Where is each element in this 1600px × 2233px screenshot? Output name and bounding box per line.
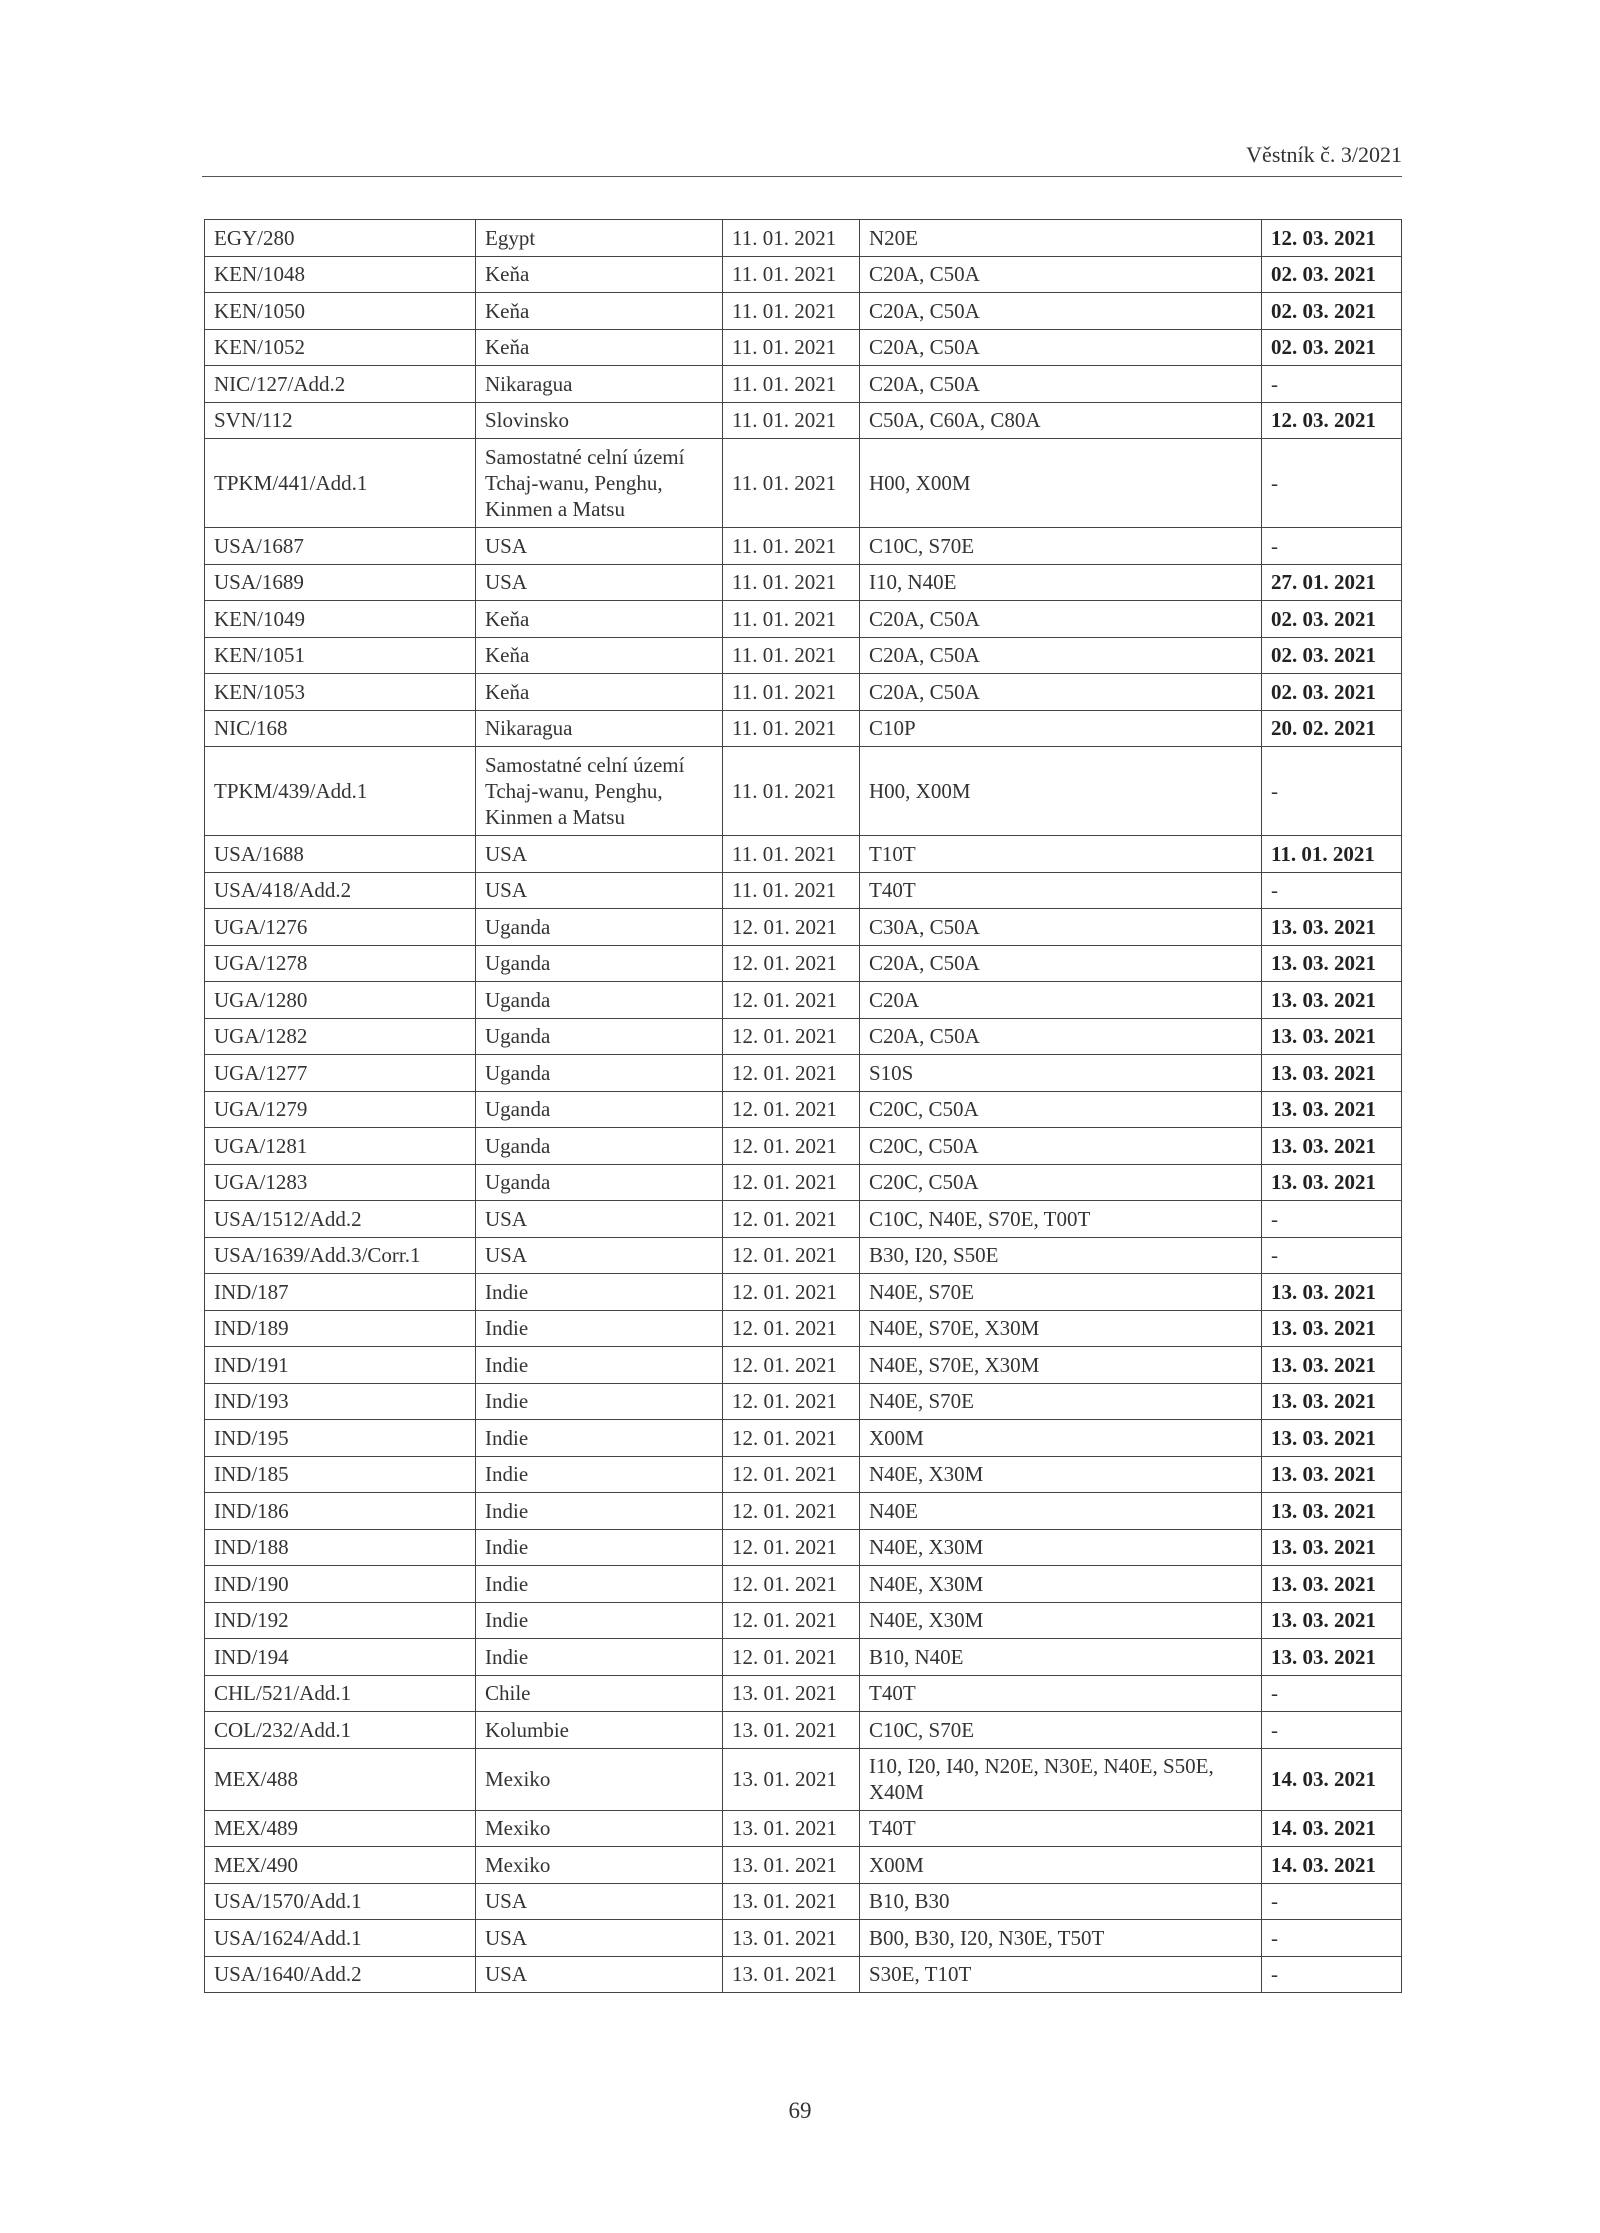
country-cell: Uganda <box>476 1091 723 1128</box>
ics-codes-cell: C20A, C50A <box>860 637 1262 674</box>
notification-date-cell: 12. 01. 2021 <box>723 1347 860 1384</box>
table-row <box>205 1237 1402 1274</box>
country-cell: Uganda <box>476 1128 723 1165</box>
deadline-cell: 13. 03. 2021 <box>1262 1018 1402 1055</box>
document-code-cell: USA/1689 <box>205 564 476 601</box>
deadline-cell: 13. 03. 2021 <box>1262 1091 1402 1128</box>
document-code-cell: IND/190 <box>205 1566 476 1603</box>
deadline-cell: - <box>1262 528 1402 565</box>
table-row <box>205 674 1402 711</box>
ics-codes-cell: T40T <box>860 1675 1262 1712</box>
notification-date-cell: 11. 01. 2021 <box>723 402 860 439</box>
deadline-cell: 13. 03. 2021 <box>1262 1420 1402 1457</box>
ics-codes-cell: C20A, C50A <box>860 366 1262 403</box>
table-row <box>205 637 1402 674</box>
deadline-cell: 13. 03. 2021 <box>1262 1493 1402 1530</box>
document-code-cell: KEN/1052 <box>205 329 476 366</box>
notification-date-cell: 13. 01. 2021 <box>723 1920 860 1957</box>
document-code-cell: USA/1640/Add.2 <box>205 1956 476 1993</box>
document-code-cell: MEX/490 <box>205 1847 476 1884</box>
notification-date-cell: 11. 01. 2021 <box>723 637 860 674</box>
notification-date-cell: 12. 01. 2021 <box>723 1529 860 1566</box>
country-cell: Keňa <box>476 637 723 674</box>
country-cell: Keňa <box>476 674 723 711</box>
notification-date-cell: 12. 01. 2021 <box>723 1639 860 1676</box>
country-cell: USA <box>476 1956 723 1993</box>
table-row <box>205 1675 1402 1712</box>
country-cell: Egypt <box>476 220 723 257</box>
notification-date-cell: 13. 01. 2021 <box>723 1956 860 1993</box>
table-row <box>205 836 1402 873</box>
table-row <box>205 220 1402 257</box>
ics-codes-cell: I10, I20, I40, N20E, N30E, N40E, S50E, X40M <box>860 1748 1262 1810</box>
document-code-cell: USA/1687 <box>205 528 476 565</box>
deadline-cell: - <box>1262 366 1402 403</box>
notification-date-cell: 12. 01. 2021 <box>723 1091 860 1128</box>
deadline-cell: 13. 03. 2021 <box>1262 1456 1402 1493</box>
ics-codes-cell: C10C, S70E <box>860 1712 1262 1749</box>
notification-date-cell: 11. 01. 2021 <box>723 366 860 403</box>
table-row <box>205 872 1402 909</box>
ics-codes-cell: C20A, C50A <box>860 293 1262 330</box>
deadline-cell: - <box>1262 1712 1402 1749</box>
table-row <box>205 1456 1402 1493</box>
table-row <box>205 1493 1402 1530</box>
document-code-cell: USA/1624/Add.1 <box>205 1920 476 1957</box>
ics-codes-cell: T40T <box>860 1810 1262 1847</box>
table-row <box>205 1018 1402 1055</box>
ics-codes-cell: B30, I20, S50E <box>860 1237 1262 1274</box>
country-cell: Indie <box>476 1274 723 1311</box>
deadline-cell: 14. 03. 2021 <box>1262 1748 1402 1810</box>
country-cell: Samostatné celní území Tchaj-wanu, Penghu, Kinmen a Matsu <box>476 747 723 836</box>
document-code-cell: UGA/1278 <box>205 945 476 982</box>
document-code-cell: MEX/489 <box>205 1810 476 1847</box>
table-row <box>205 1383 1402 1420</box>
notification-date-cell: 13. 01. 2021 <box>723 1675 860 1712</box>
ics-codes-cell: X00M <box>860 1420 1262 1457</box>
table-row <box>205 1810 1402 1847</box>
deadline-cell: 13. 03. 2021 <box>1262 1566 1402 1603</box>
deadline-cell: 13. 03. 2021 <box>1262 945 1402 982</box>
document-code-cell: UGA/1283 <box>205 1164 476 1201</box>
table-row <box>205 1748 1402 1810</box>
deadline-cell: 13. 03. 2021 <box>1262 1639 1402 1676</box>
country-cell: Nikaragua <box>476 710 723 747</box>
document-code-cell: USA/1688 <box>205 836 476 873</box>
document-code-cell: USA/1512/Add.2 <box>205 1201 476 1238</box>
table-row <box>205 1883 1402 1920</box>
notification-date-cell: 12. 01. 2021 <box>723 1201 860 1238</box>
table-row <box>205 1201 1402 1238</box>
notification-date-cell: 11. 01. 2021 <box>723 564 860 601</box>
table-row <box>205 366 1402 403</box>
country-cell: Indie <box>476 1456 723 1493</box>
country-cell: Uganda <box>476 909 723 946</box>
deadline-cell: - <box>1262 872 1402 909</box>
table-row <box>205 1274 1402 1311</box>
ics-codes-cell: N40E, X30M <box>860 1602 1262 1639</box>
notification-date-cell: 12. 01. 2021 <box>723 1055 860 1092</box>
country-cell: Indie <box>476 1529 723 1566</box>
deadline-cell: 02. 03. 2021 <box>1262 329 1402 366</box>
deadline-cell: - <box>1262 1956 1402 1993</box>
notification-date-cell: 12. 01. 2021 <box>723 1493 860 1530</box>
table-row <box>205 982 1402 1019</box>
country-cell: Indie <box>476 1566 723 1603</box>
deadline-cell: 13. 03. 2021 <box>1262 1055 1402 1092</box>
deadline-cell: 12. 03. 2021 <box>1262 402 1402 439</box>
deadline-cell: 02. 03. 2021 <box>1262 601 1402 638</box>
notification-date-cell: 11. 01. 2021 <box>723 439 860 528</box>
bulletin-title: Věstník č. 3/2021 <box>1246 142 1402 167</box>
country-cell: Uganda <box>476 1164 723 1201</box>
ics-codes-cell: B10, B30 <box>860 1883 1262 1920</box>
document-code-cell: EGY/280 <box>205 220 476 257</box>
deadline-cell: 13. 03. 2021 <box>1262 982 1402 1019</box>
table-row <box>205 1164 1402 1201</box>
ics-codes-cell: C20A, C50A <box>860 674 1262 711</box>
document-code-cell: UGA/1276 <box>205 909 476 946</box>
ics-codes-cell: C20A, C50A <box>860 945 1262 982</box>
deadline-cell: 02. 03. 2021 <box>1262 674 1402 711</box>
notification-date-cell: 13. 01. 2021 <box>723 1883 860 1920</box>
ics-codes-cell: N40E, X30M <box>860 1566 1262 1603</box>
notification-date-cell: 12. 01. 2021 <box>723 1383 860 1420</box>
country-cell: Uganda <box>476 982 723 1019</box>
table-row <box>205 402 1402 439</box>
deadline-cell: 13. 03. 2021 <box>1262 1128 1402 1165</box>
table-row <box>205 1055 1402 1092</box>
table-body <box>205 220 1402 1993</box>
deadline-cell: - <box>1262 1237 1402 1274</box>
country-cell: USA <box>476 872 723 909</box>
country-cell: Samostatné celní území Tchaj-wanu, Penghu, Kinmen a Matsu <box>476 439 723 528</box>
country-cell: Keňa <box>476 329 723 366</box>
country-cell: Uganda <box>476 1018 723 1055</box>
document-code-cell: IND/189 <box>205 1310 476 1347</box>
document-code-cell: IND/192 <box>205 1602 476 1639</box>
deadline-cell: 27. 01. 2021 <box>1262 564 1402 601</box>
ics-codes-cell: N40E, S70E, X30M <box>860 1310 1262 1347</box>
table-row <box>205 1566 1402 1603</box>
deadline-cell: 13. 03. 2021 <box>1262 1383 1402 1420</box>
table-row <box>205 1091 1402 1128</box>
table-row <box>205 909 1402 946</box>
notification-date-cell: 11. 01. 2021 <box>723 747 860 836</box>
document-code-cell: TPKM/441/Add.1 <box>205 439 476 528</box>
country-cell: Indie <box>476 1383 723 1420</box>
country-cell: Keňa <box>476 293 723 330</box>
country-cell: Kolumbie <box>476 1712 723 1749</box>
country-cell: Indie <box>476 1639 723 1676</box>
notification-date-cell: 12. 01. 2021 <box>723 1128 860 1165</box>
country-cell: Keňa <box>476 256 723 293</box>
document-code-cell: SVN/112 <box>205 402 476 439</box>
notification-date-cell: 11. 01. 2021 <box>723 293 860 330</box>
ics-codes-cell: C20C, C50A <box>860 1091 1262 1128</box>
ics-codes-cell: B10, N40E <box>860 1639 1262 1676</box>
document-code-cell: USA/1639/Add.3/Corr.1 <box>205 1237 476 1274</box>
document-code-cell: IND/188 <box>205 1529 476 1566</box>
country-cell: Mexiko <box>476 1748 723 1810</box>
deadline-cell: 13. 03. 2021 <box>1262 909 1402 946</box>
table-row <box>205 329 1402 366</box>
country-cell: Indie <box>476 1493 723 1530</box>
ics-codes-cell: C20A, C50A <box>860 601 1262 638</box>
deadline-cell: - <box>1262 1201 1402 1238</box>
table-row <box>205 1847 1402 1884</box>
document-code-cell: COL/232/Add.1 <box>205 1712 476 1749</box>
ics-codes-cell: C20C, C50A <box>860 1164 1262 1201</box>
document-code-cell: KEN/1051 <box>205 637 476 674</box>
country-cell: USA <box>476 528 723 565</box>
ics-codes-cell: S10S <box>860 1055 1262 1092</box>
deadline-cell: - <box>1262 1883 1402 1920</box>
country-cell: Nikaragua <box>476 366 723 403</box>
notification-date-cell: 12. 01. 2021 <box>723 1164 860 1201</box>
country-cell: Mexiko <box>476 1810 723 1847</box>
notification-date-cell: 11. 01. 2021 <box>723 601 860 638</box>
table-row <box>205 945 1402 982</box>
page-header <box>202 140 1402 177</box>
deadline-cell: - <box>1262 1675 1402 1712</box>
notification-date-cell: 11. 01. 2021 <box>723 674 860 711</box>
table-row <box>205 710 1402 747</box>
ics-codes-cell: N40E, X30M <box>860 1456 1262 1493</box>
ics-codes-cell: C20C, C50A <box>860 1128 1262 1165</box>
ics-codes-cell: H00, X00M <box>860 439 1262 528</box>
notification-date-cell: 12. 01. 2021 <box>723 909 860 946</box>
country-cell: USA <box>476 1883 723 1920</box>
deadline-cell: 13. 03. 2021 <box>1262 1347 1402 1384</box>
deadline-cell: 02. 03. 2021 <box>1262 637 1402 674</box>
deadline-cell: 14. 03. 2021 <box>1262 1847 1402 1884</box>
ics-codes-cell: N40E, X30M <box>860 1529 1262 1566</box>
document-code-cell: NIC/127/Add.2 <box>205 366 476 403</box>
country-cell: Indie <box>476 1420 723 1457</box>
ics-codes-cell: C20A, C50A <box>860 329 1262 366</box>
ics-codes-cell: N40E, S70E <box>860 1274 1262 1311</box>
table-row <box>205 747 1402 836</box>
deadline-cell: 20. 02. 2021 <box>1262 710 1402 747</box>
notification-date-cell: 11. 01. 2021 <box>723 710 860 747</box>
document-code-cell: USA/418/Add.2 <box>205 872 476 909</box>
document-code-cell: NIC/168 <box>205 710 476 747</box>
deadline-cell: 13. 03. 2021 <box>1262 1529 1402 1566</box>
notification-date-cell: 12. 01. 2021 <box>723 945 860 982</box>
notification-date-cell: 12. 01. 2021 <box>723 1018 860 1055</box>
notification-date-cell: 11. 01. 2021 <box>723 836 860 873</box>
country-cell: USA <box>476 1237 723 1274</box>
deadline-cell: - <box>1262 747 1402 836</box>
document-code-cell: KEN/1050 <box>205 293 476 330</box>
country-cell: USA <box>476 564 723 601</box>
ics-codes-cell: T40T <box>860 872 1262 909</box>
ics-codes-cell: N40E, S70E <box>860 1383 1262 1420</box>
document-code-cell: KEN/1048 <box>205 256 476 293</box>
document-code-cell: IND/194 <box>205 1639 476 1676</box>
document-code-cell: IND/185 <box>205 1456 476 1493</box>
table-row <box>205 1712 1402 1749</box>
deadline-cell: 02. 03. 2021 <box>1262 293 1402 330</box>
document-code-cell: IND/191 <box>205 1347 476 1384</box>
country-cell: Uganda <box>476 945 723 982</box>
ics-codes-cell: C10P <box>860 710 1262 747</box>
document-code-cell: UGA/1279 <box>205 1091 476 1128</box>
notification-date-cell: 11. 01. 2021 <box>723 528 860 565</box>
country-cell: Keňa <box>476 601 723 638</box>
document-code-cell: IND/195 <box>205 1420 476 1457</box>
notification-date-cell: 13. 01. 2021 <box>723 1810 860 1847</box>
notification-date-cell: 12. 01. 2021 <box>723 1237 860 1274</box>
document-code-cell: KEN/1053 <box>205 674 476 711</box>
country-cell: Indie <box>476 1310 723 1347</box>
country-cell: Indie <box>476 1347 723 1384</box>
country-cell: Mexiko <box>476 1847 723 1884</box>
document-code-cell: USA/1570/Add.1 <box>205 1883 476 1920</box>
document-code-cell: TPKM/439/Add.1 <box>205 747 476 836</box>
notification-date-cell: 11. 01. 2021 <box>723 329 860 366</box>
deadline-cell: 13. 03. 2021 <box>1262 1602 1402 1639</box>
table-row <box>205 1920 1402 1957</box>
notification-date-cell: 12. 01. 2021 <box>723 1420 860 1457</box>
table-row <box>205 1529 1402 1566</box>
country-cell: Uganda <box>476 1055 723 1092</box>
ics-codes-cell: S30E, T10T <box>860 1956 1262 1993</box>
notification-date-cell: 12. 01. 2021 <box>723 1602 860 1639</box>
ics-codes-cell: T10T <box>860 836 1262 873</box>
page-number: 69 <box>788 2098 812 2123</box>
deadline-cell: 11. 01. 2021 <box>1262 836 1402 873</box>
document-code-cell: UGA/1277 <box>205 1055 476 1092</box>
notification-date-cell: 12. 01. 2021 <box>723 982 860 1019</box>
table-row <box>205 1310 1402 1347</box>
table-row <box>205 1347 1402 1384</box>
notification-date-cell: 13. 01. 2021 <box>723 1748 860 1810</box>
document-code-cell: MEX/488 <box>205 1748 476 1810</box>
ics-codes-cell: X00M <box>860 1847 1262 1884</box>
ics-codes-cell: C20A <box>860 982 1262 1019</box>
deadline-cell: 13. 03. 2021 <box>1262 1310 1402 1347</box>
ics-codes-cell: C10C, N40E, S70E, T00T <box>860 1201 1262 1238</box>
table-row <box>205 1956 1402 1993</box>
country-cell: Slovinsko <box>476 402 723 439</box>
notification-date-cell: 12. 01. 2021 <box>723 1456 860 1493</box>
notification-date-cell: 11. 01. 2021 <box>723 256 860 293</box>
table-row <box>205 1420 1402 1457</box>
ics-codes-cell: I10, N40E <box>860 564 1262 601</box>
table-row <box>205 564 1402 601</box>
document-code-cell: UGA/1280 <box>205 982 476 1019</box>
ics-codes-cell: C20A, C50A <box>860 256 1262 293</box>
notification-date-cell: 13. 01. 2021 <box>723 1847 860 1884</box>
ics-codes-cell: B00, B30, I20, N30E, T50T <box>860 1920 1262 1957</box>
deadline-cell: 13. 03. 2021 <box>1262 1164 1402 1201</box>
country-cell: USA <box>476 1920 723 1957</box>
document-code-cell: CHL/521/Add.1 <box>205 1675 476 1712</box>
table-row <box>205 293 1402 330</box>
notification-date-cell: 11. 01. 2021 <box>723 872 860 909</box>
notification-date-cell: 13. 01. 2021 <box>723 1712 860 1749</box>
deadline-cell: 12. 03. 2021 <box>1262 220 1402 257</box>
deadline-cell: - <box>1262 439 1402 528</box>
ics-codes-cell: N20E <box>860 220 1262 257</box>
ics-codes-cell: N40E, S70E, X30M <box>860 1347 1262 1384</box>
ics-codes-cell: C20A, C50A <box>860 1018 1262 1055</box>
ics-codes-cell: N40E <box>860 1493 1262 1530</box>
table-row <box>205 1639 1402 1676</box>
document-code-cell: UGA/1281 <box>205 1128 476 1165</box>
document-code-cell: IND/186 <box>205 1493 476 1530</box>
table-row <box>205 256 1402 293</box>
table-row <box>205 528 1402 565</box>
ics-codes-cell: C10C, S70E <box>860 528 1262 565</box>
ics-codes-cell: C50A, C60A, C80A <box>860 402 1262 439</box>
ics-codes-cell: H00, X00M <box>860 747 1262 836</box>
country-cell: USA <box>476 836 723 873</box>
notification-date-cell: 11. 01. 2021 <box>723 220 860 257</box>
notification-date-cell: 12. 01. 2021 <box>723 1310 860 1347</box>
deadline-cell: 13. 03. 2021 <box>1262 1274 1402 1311</box>
table-row <box>205 1602 1402 1639</box>
table-row <box>205 601 1402 638</box>
document-code-cell: KEN/1049 <box>205 601 476 638</box>
table-row <box>205 439 1402 528</box>
notification-date-cell: 12. 01. 2021 <box>723 1566 860 1603</box>
notifications-table <box>204 219 1402 1993</box>
country-cell: USA <box>476 1201 723 1238</box>
document-code-cell: IND/187 <box>205 1274 476 1311</box>
document-code-cell: UGA/1282 <box>205 1018 476 1055</box>
table-row <box>205 1128 1402 1165</box>
country-cell: Chile <box>476 1675 723 1712</box>
document-code-cell: IND/193 <box>205 1383 476 1420</box>
deadline-cell: 02. 03. 2021 <box>1262 256 1402 293</box>
country-cell: Indie <box>476 1602 723 1639</box>
ics-codes-cell: C30A, C50A <box>860 909 1262 946</box>
deadline-cell: - <box>1262 1920 1402 1957</box>
notification-date-cell: 12. 01. 2021 <box>723 1274 860 1311</box>
deadline-cell: 14. 03. 2021 <box>1262 1810 1402 1847</box>
